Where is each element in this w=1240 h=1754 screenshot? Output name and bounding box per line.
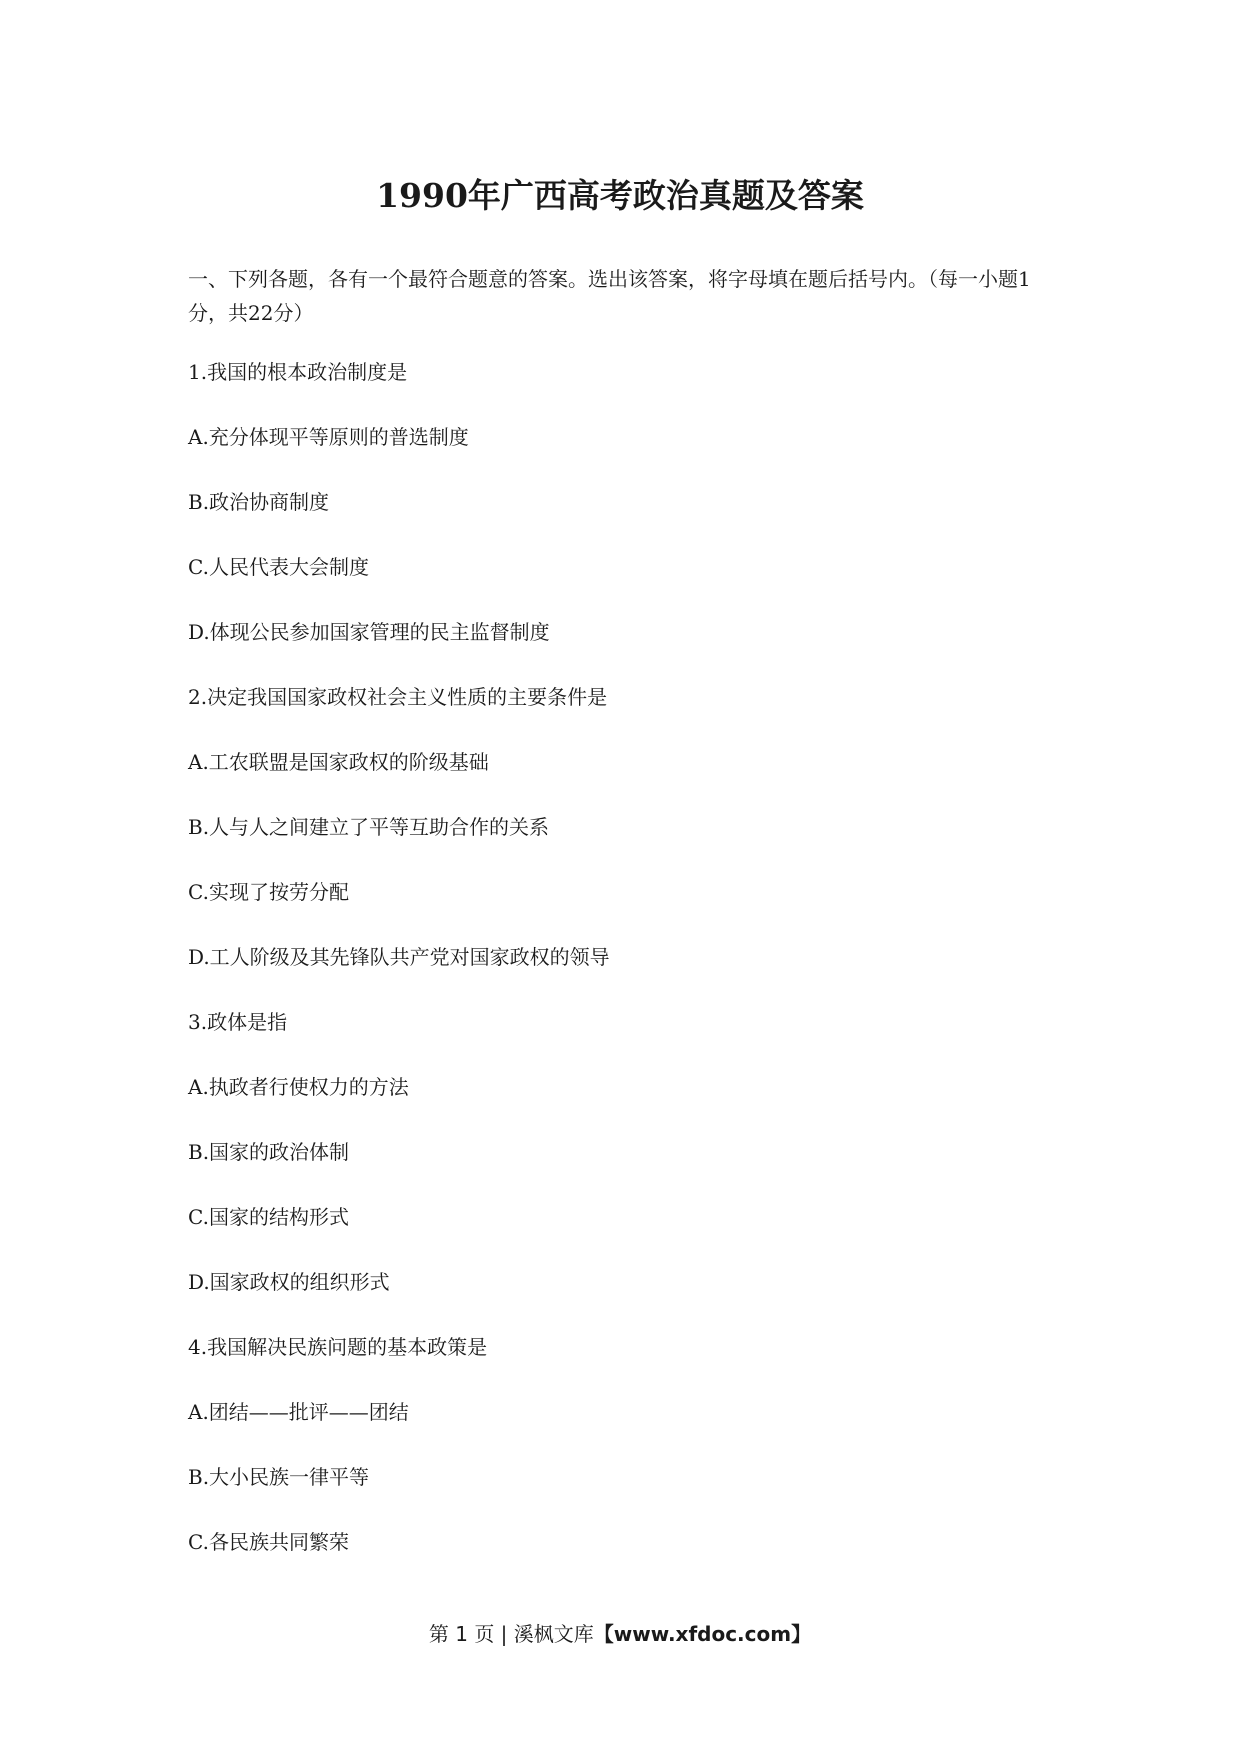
question-4: 4.我国解决民族问题的基本政策是 bbox=[188, 1335, 488, 1359]
question-1: 1.我国的根本政治制度是 bbox=[188, 360, 408, 384]
document-title: 1990年广西高考政治真题及答案 bbox=[376, 176, 864, 215]
option-3c: C.国家的结构形式 bbox=[188, 1205, 349, 1229]
option-3a: A.执政者行使权力的方法 bbox=[188, 1075, 409, 1099]
option-4a: A.团结——批评——团结 bbox=[188, 1400, 409, 1424]
option-1d: D.体现公民参加国家管理的民主监督制度 bbox=[188, 620, 550, 644]
footer-page-label: 第 1 页 | 溪枫文库 bbox=[428, 1622, 594, 1646]
option-1a: A.充分体现平等原则的普选制度 bbox=[188, 425, 469, 449]
question-3: 3.政体是指 bbox=[188, 1010, 288, 1034]
footer-site-link[interactable]: 【www.xfdoc.com】 bbox=[593, 1622, 812, 1646]
page-footer bbox=[0, 1618, 1240, 1647]
option-2c: C.实现了按劳分配 bbox=[188, 880, 349, 904]
option-1b: B.政治协商制度 bbox=[188, 490, 330, 514]
question-2: 2.决定我国国家政权社会主义性质的主要条件是 bbox=[188, 685, 608, 709]
option-2b: B.人与人之间建立了平等互助合作的关系 bbox=[188, 815, 550, 839]
option-4c: C.各民族共同繁荣 bbox=[188, 1530, 349, 1554]
section-instructions: 一、下列各题，各有一个最符合题意的答案。选出该答案，将字母填在题后括号内。（每一小题1分，共22分） bbox=[188, 267, 1031, 325]
option-2a: A.工农联盟是国家政权的阶级基础 bbox=[188, 750, 489, 774]
option-2d: D.工人阶级及其先锋队共产党对国家政权的领导 bbox=[188, 945, 610, 969]
option-1c: C.人民代表大会制度 bbox=[188, 555, 369, 579]
option-4b: B.大小民族一律平等 bbox=[188, 1465, 370, 1489]
option-3d: D.国家政权的组织形式 bbox=[188, 1270, 390, 1294]
option-3b: B.国家的政治体制 bbox=[188, 1140, 350, 1164]
